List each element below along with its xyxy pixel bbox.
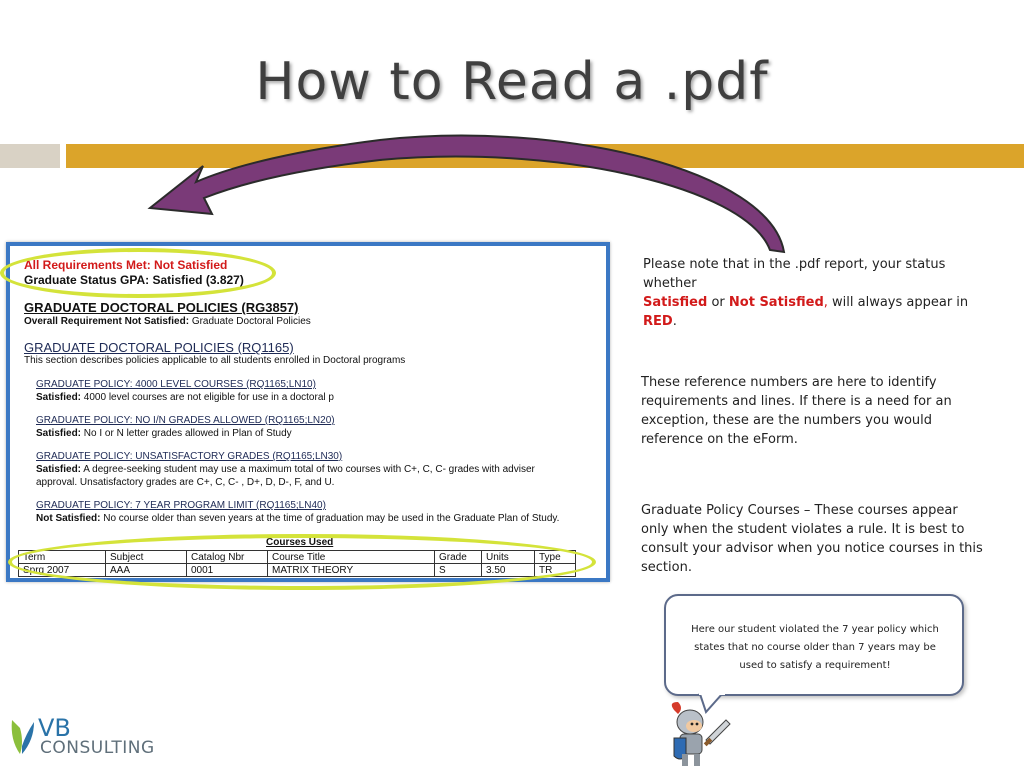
table-cell: 0001 [187, 564, 268, 577]
note2-line: requirements and lines. If there is a need for an [641, 394, 952, 409]
policy-status-text: No I or N letter grades allowed in Plan of Study [83, 428, 292, 439]
table-header-cell: Units [482, 551, 535, 564]
callout-line: used to satisfy a requirement! [739, 660, 891, 671]
note2-line: reference on the eForm. [641, 432, 798, 447]
policy-status-text: 4000 level courses are not eligible for use in a doctoral p [83, 392, 334, 403]
note1-not-satisfied: Not Satisfied [728, 295, 824, 310]
pdf-gpa-line: Graduate Status GPA: Satisfied (3.827) [24, 273, 244, 287]
note1-red: RED [643, 314, 673, 329]
table-cell: MATRIX THEORY [268, 564, 435, 577]
policy-title: GRADUATE POLICY: 4000 LEVEL COURSES (RQ1165;LN10) [36, 379, 316, 390]
knight-clipart-icon [660, 700, 740, 768]
courses-used-label: Courses Used [266, 537, 334, 548]
table-cell: 3.50 [482, 564, 535, 577]
pdf-section2-title: GRADUATE DOCTORAL POLICIES (RQ1165) [24, 340, 294, 355]
note3-line: Graduate Policy Courses – These courses appear [641, 503, 958, 518]
callout-text [676, 621, 954, 675]
note1-comma: , [823, 295, 828, 310]
table-cell: AAA [106, 564, 187, 577]
pdf-section2-desc: This section describes policies applicable to all students enrolled in Doctoral programs [24, 355, 406, 366]
note1-or: or [707, 295, 729, 310]
table-cell: S [435, 564, 482, 577]
table-header-cell: Catalog Nbr [187, 551, 268, 564]
policy-status-label: Satisfied: [36, 464, 82, 475]
pdf-section1-title: GRADUATE DOCTORAL POLICIES (RG3857) [24, 300, 299, 315]
note2-line: These reference numbers are here to identify [641, 375, 937, 390]
note2-line: exception, these are the numbers you would [641, 413, 933, 428]
note3-line: only when the student violates a rule. It is best to [641, 522, 965, 537]
policy-status-label: Satisfied: [36, 392, 82, 403]
policy-status-text: No course older than seven years at the time of graduation may be used in the Graduate Plan of Study. [103, 513, 560, 524]
logo-vb-text: VB [38, 714, 71, 742]
policy-title: GRADUATE POLICY: 7 YEAR PROGRAM LIMIT (RQ1165;LN40) [36, 500, 326, 511]
section1-sub-label: Overall Requirement Not Satisfied: [24, 316, 190, 327]
note1-end: . [672, 314, 677, 329]
callout-line: Here our student violated the 7 year policy which [691, 624, 939, 635]
policy-title: GRADUATE POLICY: NO I/N GRADES ALLOWED (RQ1165;LN20) [36, 415, 335, 426]
note1-text: Please note that in the .pdf report, your status whether [643, 257, 946, 291]
vb-logo-mark-icon [8, 716, 38, 758]
table-cell: TR [535, 564, 576, 577]
note3-line: section. [641, 560, 692, 575]
table-header-cell: Subject [106, 551, 187, 564]
note3-line: consult your advisor when you notice courses in this [641, 541, 983, 556]
policy-status-label: Not Satisfied: [36, 513, 101, 524]
table-header-cell: Term [19, 551, 106, 564]
logo-consulting-text: CONSULTING [40, 738, 155, 758]
policy-title: GRADUATE POLICY: UNSATISFACTORY GRADES (RQ1165;LN30) [36, 451, 343, 462]
note1-text-b: will always appear in [827, 295, 969, 310]
note1-satisfied: Satisfied [643, 295, 708, 310]
callout-line: states that no course older than 7 years may be [694, 642, 936, 653]
table-header-cell: Course Title [268, 551, 435, 564]
table-cell: Sprg 2007 [19, 564, 106, 577]
table-header-cell: Grade [435, 551, 482, 564]
table-header-cell: Type [535, 551, 576, 564]
policy-status-text-line2: approval. Unsatisfactory grades are C+, C, C- , D+, D, D-, F, and U. [36, 477, 335, 488]
all-requirements-value: Not Satisfied [154, 258, 228, 272]
slide-title: How to Read a .pdf [255, 52, 769, 112]
policy-status-text: A degree-seeking student may use a maximum total of two courses with C+, C, C- grades with adviser [83, 464, 535, 475]
section1-sub-value: Graduate Doctoral Policies [191, 316, 311, 327]
all-requirements-label: All Requirements Met: [24, 258, 151, 272]
policy-status-label: Satisfied: [36, 428, 82, 439]
